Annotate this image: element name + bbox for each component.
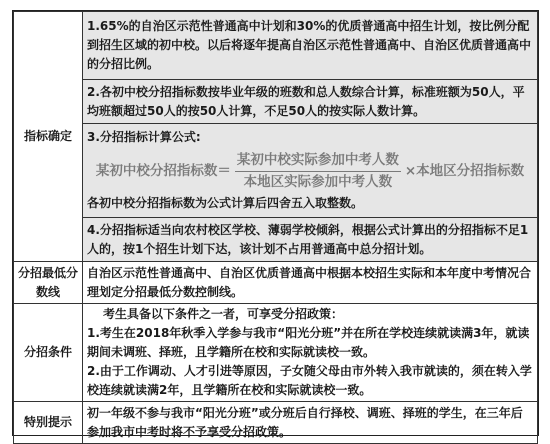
table-row	[14, 402, 538, 444]
formula-title: 3.分招指标计算公式:	[87, 130, 201, 144]
quota-item-4: 4.分招指标适当向农村校区学校、薄弱学校倾斜，根据公式计算出的分招指标不足1人的，按1个招生计划下达，该计划不占用普通高中总分招计划。	[83, 218, 538, 262]
notice-text: 初一年级不参与我市“阳光分班”或分班后自行择校、调班、择班的学生，在三年后参加我市中考时将不予享受分招政策。	[83, 402, 538, 444]
conditions-item-2: 2.由于工作调动、人才引进等原因，子女随父母由市外转入我市就读的，须在转入学校连续就读满2年，且学籍所在校和实际就读校一致。	[87, 364, 532, 397]
table-row	[14, 12, 538, 80]
quota-item-1: 1.65%的自治区示范性普通高中计划和30%的优质普通高中招生计划，按比例分配到招生区域的初中校。以后将逐年提高自治区示范性普通高中、自治区优质普通高中的分招比例。	[83, 12, 538, 80]
table-row	[14, 124, 538, 218]
formula-fraction	[235, 151, 401, 192]
min-score-text: 自治区示范性普通高中、自治区优质普通高中根据本校招生实际和本年度中考情况合理划定分招最低分数控制线。	[83, 262, 538, 304]
formula-lhs: 某初中校分招指标数＝	[95, 163, 231, 179]
formula-rhs: ×本地区分招指标数	[404, 163, 525, 179]
table-row	[14, 262, 538, 304]
conditions-intro: 考生具备以下条件之一者，可享受分招政策：	[103, 307, 344, 321]
policy-table	[13, 11, 538, 444]
table-row	[14, 304, 538, 402]
table-row	[14, 218, 538, 262]
formula-denominator: 本地区实际参加中考人数	[243, 174, 393, 190]
conditions-cell	[83, 304, 538, 402]
row-label-conditions: 分招条件	[14, 304, 83, 402]
table-row	[14, 80, 538, 124]
row-label-notice: 特别提示	[14, 402, 83, 444]
formula-numerator: 某初中校实际参加中考人数	[235, 151, 401, 172]
policy-table-frame	[12, 10, 539, 439]
formula-note: 各初中校分招指标数为公式计算后四舍五入取整数。	[87, 196, 364, 210]
quota-item-2: 2.各初中校分招指标数按毕业年级的班数和总人数综合计算，标准班额为50人，平均班额超过50人的按50人计算，不足50人的按实际人数计算。	[83, 80, 538, 124]
row-label-min-score: 分招最低分数线	[14, 262, 83, 304]
quota-item-3	[83, 124, 538, 218]
allocation-formula	[87, 151, 533, 192]
conditions-item-1: 1.考生在2018年秋季入学参与我市“阳光分班”并在所在学校连续就读满3年，就读期间未调班、择班，且学籍所在校和实际就读校一致。	[87, 326, 530, 359]
row-label-quota: 指标确定	[14, 12, 83, 262]
